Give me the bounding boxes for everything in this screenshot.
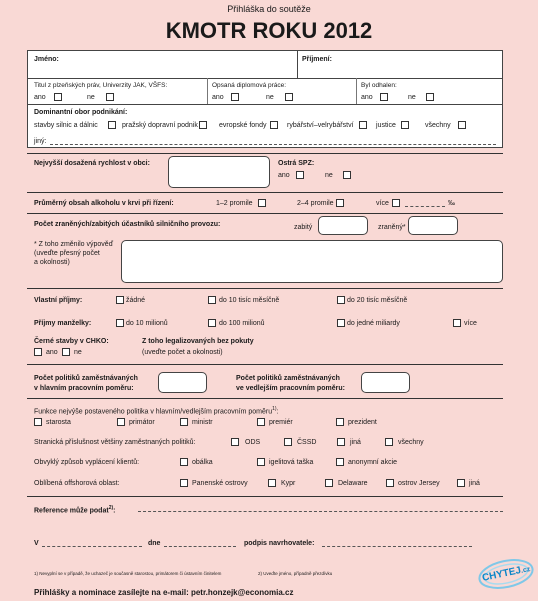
- prijmeni-label: Příjmení:: [302, 56, 332, 63]
- vyplaceni-opt-0: obálka: [192, 459, 213, 466]
- chko-ano-checkbox[interactable]: [34, 348, 42, 356]
- politici-hlavni-label-1: Počet politiků zaměstnávaných: [34, 375, 138, 382]
- spz-ano-checkbox[interactable]: [296, 171, 304, 179]
- oblast-checkbox-3[interactable]: [386, 479, 394, 487]
- strana-checkbox-1[interactable]: [284, 438, 292, 446]
- politici-hlavni-input[interactable]: [158, 372, 207, 393]
- obor-checkbox-3[interactable]: [359, 121, 367, 129]
- vyplaceni-checkbox-2[interactable]: [336, 458, 344, 466]
- oblast-checkbox-1[interactable]: [268, 479, 276, 487]
- funkce-opt-4: prezident: [348, 419, 377, 426]
- odhalen-ano-checkbox[interactable]: [380, 93, 388, 101]
- alkohol-opt-1: 2–4 promile: [297, 200, 334, 207]
- zabity-input[interactable]: [318, 216, 368, 235]
- obor-label-4: justice: [376, 122, 396, 129]
- footer-contact: Přihlášky a nominace zasílejte na e-mail: petr.honzejk@economia.cz: [34, 588, 294, 597]
- manzelky-checkbox-3[interactable]: [453, 319, 461, 327]
- alkohol-label: Průměrný obsah alkoholu v krvi při řízení:: [34, 200, 174, 207]
- manzelky-checkbox-1[interactable]: [208, 319, 216, 327]
- zraneny-input[interactable]: [408, 216, 458, 235]
- manzelky-label: Příjmy manželky:: [34, 320, 92, 327]
- funkce-checkbox-1[interactable]: [117, 418, 125, 426]
- opsana-ne-label: ne: [266, 94, 274, 101]
- manzelky-opt-1: do 100 milionů: [219, 320, 265, 327]
- jiny-input-line[interactable]: [50, 144, 496, 145]
- jmeno-label: Jméno:: [34, 56, 59, 63]
- manzelky-opt-3: více: [464, 320, 477, 327]
- opsana-ano-checkbox[interactable]: [231, 93, 239, 101]
- prijmy-checkbox-0[interactable]: [116, 296, 124, 304]
- zraneni-note-3: a okolnosti): [34, 259, 70, 266]
- reference-label: Reference může podat$^{2)}$:: [34, 505, 116, 515]
- oblast-label: Oblíbená offshorová oblast:: [34, 480, 120, 487]
- zraneny-label: zraněný*: [378, 224, 406, 231]
- titul-ne-checkbox[interactable]: [106, 93, 114, 101]
- prijmy-label: Vlastní příjmy:: [34, 297, 83, 304]
- prijmy-checkbox-1[interactable]: [208, 296, 216, 304]
- manzelky-opt-0: do 10 milionů: [126, 320, 168, 327]
- jiny-label: jiný:: [34, 138, 47, 145]
- chytej-logo-text: CHYTEJ.cz: [481, 565, 531, 584]
- strana-checkbox-0[interactable]: [231, 438, 239, 446]
- funkce-checkbox-2[interactable]: [180, 418, 188, 426]
- zabity-label: zabitý: [294, 224, 313, 231]
- zraneni-note-2: (uveďte přesný počet: [34, 250, 100, 257]
- obor-label-2: evropské fondy: [219, 122, 267, 129]
- pokuty-label: Z toho legalizovaných bez pokuty: [142, 338, 254, 345]
- alkohol-opt-2: více: [376, 200, 389, 207]
- obor-label-5: všechny: [425, 122, 451, 129]
- pokuty-note: (uveďte počet a okolnosti): [142, 349, 223, 356]
- chko-ne-checkbox[interactable]: [62, 348, 70, 356]
- oblast-checkbox-4[interactable]: [457, 479, 465, 487]
- chytej-logo: [476, 552, 536, 596]
- vyplaceni-opt-1: igelitová taška: [269, 459, 314, 466]
- spz-label: Ostrá SPZ:: [278, 160, 315, 167]
- odhalen-ano-label: ano: [361, 94, 373, 101]
- alkohol-checkbox-0[interactable]: [258, 199, 266, 207]
- oblast-opt-1: Kypr: [281, 480, 296, 487]
- titul-ano-checkbox[interactable]: [54, 93, 62, 101]
- datum-input-line[interactable]: [164, 546, 236, 547]
- strana-opt-0: ODS: [245, 439, 261, 446]
- obor-checkbox-4[interactable]: [401, 121, 409, 129]
- alkohol-opt-0: 1–2 promile: [216, 200, 253, 207]
- zraneni-detail-input[interactable]: [121, 240, 503, 283]
- oblast-opt-3: ostrov Jersey: [398, 480, 440, 487]
- obor-checkbox-0[interactable]: [108, 121, 116, 129]
- obor-checkbox-2[interactable]: [270, 121, 278, 129]
- alkohol-value-line[interactable]: [405, 206, 445, 207]
- chko-ne-label: ne: [74, 349, 82, 356]
- oblast-opt-4: jiná: [469, 480, 480, 487]
- chko-ano-label: ano: [46, 349, 58, 356]
- vyplaceni-label: Obvyklý způsob vyplácení klientů:: [34, 459, 140, 466]
- opsana-label: Opsaná diplomová práce:: [212, 82, 287, 89]
- spz-ano-label: ano: [278, 172, 290, 179]
- obor-label-0: stavby silnic a dálnic: [34, 122, 98, 129]
- funkce-label: Funkce nejvýše postaveného politika v hlavním/vedlejším pracovním poměru$^{1)}$:: [34, 406, 279, 416]
- obor-label-3: rybářství–velrybářství: [287, 122, 354, 129]
- podpis-label: podpis navrhovatele:: [244, 540, 315, 547]
- footnote-2: 2) Uveďte jméno, případně přezdívku: [258, 571, 333, 576]
- opsana-ano-label: ano: [212, 94, 224, 101]
- podpis-input-line[interactable]: [322, 546, 472, 547]
- titul-label: Titul z plzeňských práv, Univerzity JAK, VŠFS:: [34, 82, 168, 89]
- alkohol-unit: ‰: [448, 200, 455, 207]
- odhalen-ne-label: ne: [408, 94, 416, 101]
- manzelky-checkbox-0[interactable]: [116, 319, 124, 327]
- titul-ne-label: ne: [87, 94, 95, 101]
- oblast-opt-0: Panenské ostrovy: [192, 480, 248, 487]
- prijmy-opt-2: do 20 tisíc měsíčně: [347, 297, 408, 304]
- manzelky-checkbox-2[interactable]: [337, 319, 345, 327]
- vyplaceni-opt-2: anonymní akcie: [348, 459, 398, 466]
- alkohol-checkbox-2[interactable]: [392, 199, 400, 207]
- dominantni-label: Dominantní obor podnikání:: [34, 109, 128, 116]
- vyplaceni-checkbox-1[interactable]: [257, 458, 265, 466]
- politici-vedlejsi-label-1: Počet politiků zaměstnávaných: [236, 375, 340, 382]
- strana-label: Stranická příslušnost většiny zaměstnaných politiků:: [34, 439, 196, 446]
- funkce-opt-0: starosta: [46, 419, 71, 426]
- datum-label: dne: [148, 540, 161, 547]
- form-subtitle: Přihláška do soutěže: [227, 4, 311, 14]
- oblast-checkbox-2[interactable]: [325, 479, 333, 487]
- oblast-opt-2: Delaware: [338, 480, 368, 487]
- politici-vedlejsi-input[interactable]: [361, 372, 410, 393]
- chko-label: Černé stavby v CHKO:: [34, 338, 109, 345]
- zraneni-label: Počet zraněných/zabitých účastníků silničního provozu:: [34, 221, 221, 228]
- zraneni-note-1: * Z toho změnilo výpověď: [34, 241, 114, 248]
- strana-checkbox-2[interactable]: [337, 438, 345, 446]
- spz-ne-label: ne: [325, 172, 333, 179]
- funkce-checkbox-3[interactable]: [257, 418, 265, 426]
- oblast-checkbox-0[interactable]: [180, 479, 188, 487]
- titul-ano-label: ano: [34, 94, 46, 101]
- funkce-checkbox-4[interactable]: [336, 418, 344, 426]
- odhalen-label: Byl odhalen:: [361, 82, 397, 89]
- misto-label: V: [34, 540, 39, 547]
- spz-ne-checkbox[interactable]: [343, 171, 351, 179]
- vyplaceni-checkbox-0[interactable]: [180, 458, 188, 466]
- form-title: KMOTR ROKU 2012: [165, 18, 373, 43]
- odhalen-ne-checkbox[interactable]: [426, 93, 434, 101]
- prijmy-checkbox-2[interactable]: [337, 296, 345, 304]
- prijmy-opt-1: do 10 tisíc měsíčně: [219, 297, 280, 304]
- misto-input-line[interactable]: [42, 546, 142, 547]
- strana-checkbox-3[interactable]: [385, 438, 393, 446]
- strana-opt-1: ČSSD: [297, 439, 317, 446]
- obor-label-1: pražský dopravní podnik: [122, 122, 198, 129]
- obor-checkbox-1[interactable]: [199, 121, 207, 129]
- politici-vedlejsi-label-2: ve vedlejším pracovním poměru:: [236, 385, 345, 392]
- funkce-checkbox-0[interactable]: [34, 418, 42, 426]
- strana-opt-2: jiná: [350, 439, 361, 446]
- footnote-1: 1) Nevyplní se v případě, že uchazeč je současně starostou, primátorem či ústavním činitelem: [34, 571, 222, 576]
- prijmy-opt-0: žádné: [126, 297, 146, 304]
- strana-opt-3: všechny: [398, 439, 424, 446]
- politici-hlavni-label-2: v hlavním pracovním poměru:: [34, 385, 134, 392]
- funkce-opt-3: premiér: [269, 419, 293, 426]
- reference-input-line[interactable]: [138, 511, 503, 512]
- obor-checkbox-5[interactable]: [458, 121, 466, 129]
- funkce-opt-2: ministr: [192, 419, 213, 426]
- rychlost-input[interactable]: [168, 156, 270, 188]
- manzelky-opt-2: do jedné miliardy: [347, 320, 400, 327]
- rychlost-label: Nejvyšší dosažená rychlost v obci:: [34, 160, 150, 167]
- funkce-opt-1: primátor: [129, 419, 155, 426]
- opsana-ne-checkbox[interactable]: [285, 93, 293, 101]
- alkohol-checkbox-1[interactable]: [336, 199, 344, 207]
